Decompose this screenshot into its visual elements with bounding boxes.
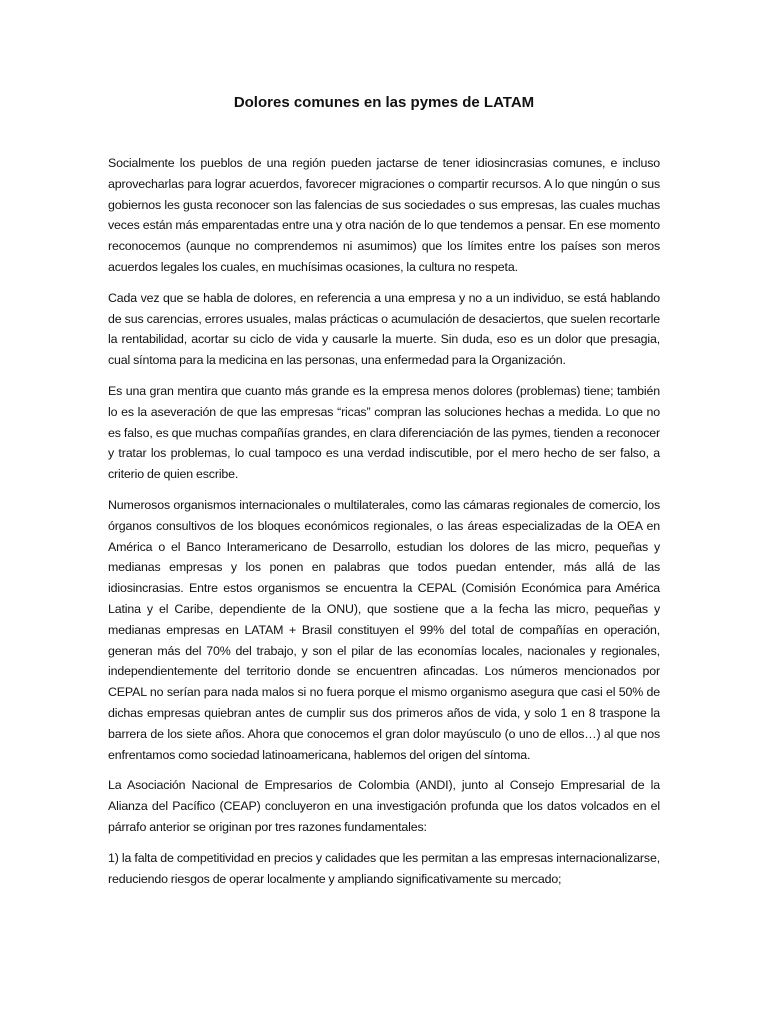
paragraph-1: Socialmente los pueblos de una región pueden jactarse de tener idiosincrasias comunes, e incluso aprovecharlas para lograr acuerdos, favorecer migraciones o compartir recursos. A lo que ningún o sus gobiernos les gusta reconocer son las falencias de sus sociedades o sus empresas, las cuales muchas veces están más emparentadas entre una y otra nación de lo que tendemos a pensar. En ese momento reconocemos (aunque no comprendemos ni asumimos) que los límites entre los países son meros acuerdos legales los cuales, en muchísimas ocasiones, la cultura no respeta. [108,156,660,274]
document-title: Dolores comunes en las pymes de LATAM [233,94,535,111]
paragraph-6: 1) la falta de competitividad en precios y calidades que les permitan a las empresas internacionalizarse, reduciendo riesgos de operar localmente y ampliando significativamente su mercado; [108,850,660,886]
paragraph-4: Numerosos organismos internacionales o multilaterales, como las cámaras regionales de comercio, los órganos consultivos de los bloques económicos regionales, o las áreas especializadas de la OEA en América o el Banco Interamericano de Desarrollo, estudian los dolores de las micro, pequeñas y medianas empresas y los ponen en palabras que todos puedan entender, más allá de las idiosincrasias. Entre estos organismos se encuentra la CEPAL (Comisión Económica para América Latina y el Caribe, dependiente de la ONU), que sostiene que a la fecha las micro, pequeñas y medianas empresas en LATAM + Brasil constituyen el 99% del total de compañías en operación, generan más del 70% del trabajo, y son el pilar de las economías locales, nacionales y regionales, independientemente del territorio donde se encuentren afincadas. Los números mencionados por CEPAL no serían para nada malos si no fuera porque el mismo organismo asegura que casi el 50% de dichas empresas quiebran antes de cumplir sus dos primeros años de vida, y solo 1 en 8 traspone la barrera de los siete años. Ahora que conocemos el gran dolor mayúsculo (o uno de ellos…) al que nos enfrentamos como sociedad latinoamericana, hablemos del origen del síntoma. [108,497,660,762]
paragraph-2: Cada vez que se habla de dolores, en referencia a una empresa y no a un individuo, se está hablando de sus carencias, errores usuales, malas prácticas o acumulación de desaciertos, que suelen recortarle la rentabilidad, acortar su ciclo de vida y causarle la muerte. Sin duda, eso es un dolor que presagia, cual síntoma para la medicina en las personas, una enfermedad para la Organización. [108,290,660,368]
paragraph-3: Es una gran mentira que cuanto más grande es la empresa menos dolores (problemas) tiene; también lo es la aseveración de que las empresas “ricas” compran las soluciones hechas a medida. Lo que no es falso, es que muchas compañías grandes, en clara diferenciación de las pymes, tienden a reconocer y tratar los problemas, lo cual tampoco es una verdad indiscutible, por el mero hecho de ser falso, a criterio de quien escribe. [108,383,660,482]
document-body [108,153,660,899]
paragraph-5: La Asociación Nacional de Empresarios de Colombia (ANDI), junto al Consejo Empresarial de la Alianza del Pacífico (CEAP) concluyeron en una investigación profunda que los datos volcados en el párrafo anterior se originan por tres razones fundamentales: [108,778,660,834]
